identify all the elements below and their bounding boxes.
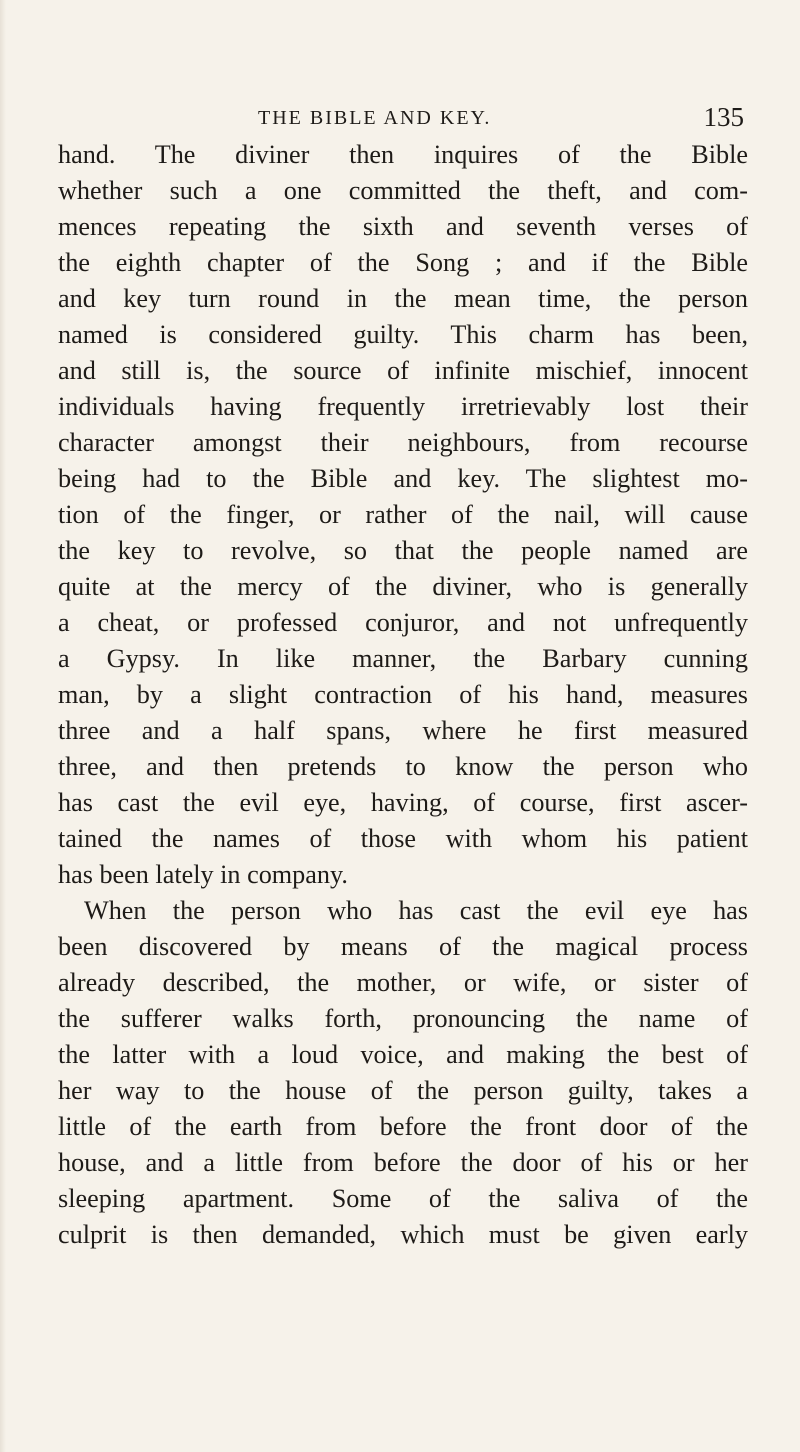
page-number: 135 <box>703 102 744 132</box>
text-line: house, and a little from before the door of his or her <box>58 1148 748 1177</box>
text-line: been discovered by means of the magical process <box>58 932 748 961</box>
text-line: her way to the house of the person guilty, takes a <box>58 1076 748 1105</box>
text-line: has cast the evil eye, having, of course, first ascer- <box>58 788 748 817</box>
text-line: sleeping apartment. Some of the saliva of the <box>58 1184 748 1213</box>
text-line: character amongst their neighbours, from recourse <box>58 428 748 457</box>
text-line: individuals having frequently irretrievably lost their <box>58 392 748 421</box>
body-text <box>58 137 748 1253</box>
text-line-paragraph-end: has been lately in company. <box>58 860 348 889</box>
text-line: culprit is then demanded, which must be given early <box>58 1220 748 1249</box>
text-line-paragraph-start: When the person who has cast the evil eye has <box>84 896 748 925</box>
text-line: mences repeating the sixth and seventh verses of <box>58 212 748 241</box>
text-line: and key turn round in the mean time, the person <box>58 284 748 313</box>
text-line: hand. The diviner then inquires of the Bible <box>58 140 748 169</box>
text-line: three, and then pretends to know the person who <box>58 752 748 781</box>
text-line: already described, the mother, or wife, or sister of <box>58 968 748 997</box>
text-line: tained the names of those with whom his patient <box>58 824 748 853</box>
text-line: the sufferer walks forth, pronouncing the name of <box>58 1004 748 1033</box>
text-line: quite at the mercy of the diviner, who is generally <box>58 572 748 601</box>
text-line: little of the earth from before the front door of the <box>58 1112 748 1141</box>
text-line: man, by a slight contraction of his hand, measures <box>58 680 748 709</box>
text-line: three and a half spans, where he first measured <box>58 716 748 745</box>
text-line: a cheat, or professed conjuror, and not unfrequently <box>58 608 748 637</box>
text-line: named is considered guilty. This charm has been, <box>58 320 748 349</box>
page-gutter-shadow <box>0 0 6 1452</box>
text-line: a Gypsy. In like manner, the Barbary cunning <box>58 644 748 673</box>
text-line: tion of the finger, or rather of the nail, will cause <box>58 500 748 529</box>
text-line: whether such a one committed the theft, and com- <box>58 176 748 205</box>
text-line: being had to the Bible and key. The slightest mo- <box>58 464 748 493</box>
text-line: and still is, the source of infinite mischief, innocent <box>58 356 748 385</box>
text-line: the eighth chapter of the Song ; and if the Bible <box>58 248 748 277</box>
text-line: the latter with a loud voice, and making the best of <box>58 1040 748 1069</box>
text-line: the key to revolve, so that the people named are <box>58 536 748 565</box>
running-head-title: THE BIBLE AND KEY. <box>258 107 492 129</box>
